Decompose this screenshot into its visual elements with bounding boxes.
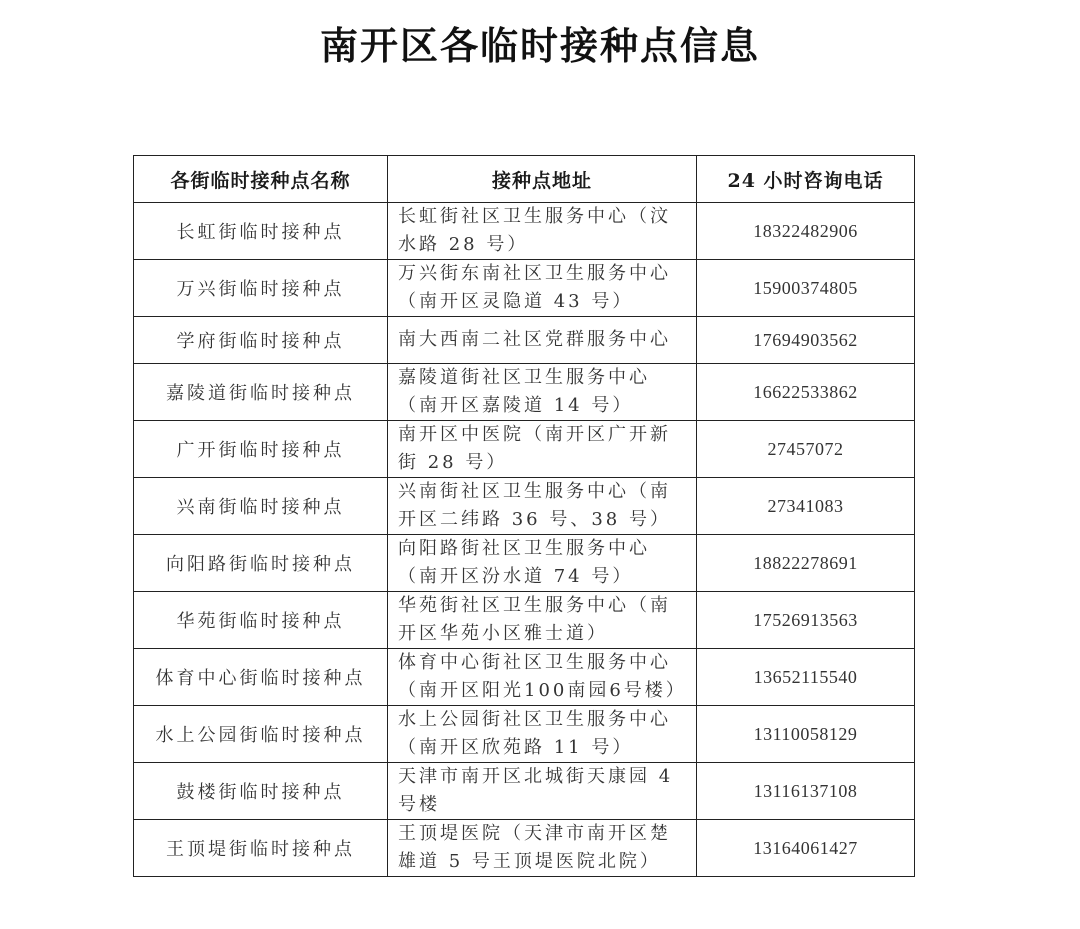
table-row [134, 421, 915, 478]
site-name: 学府街临时接种点 [134, 317, 388, 364]
table-row [134, 706, 915, 763]
site-phone: 13652115540 [697, 649, 915, 706]
site-address: 王顶堤医院（天津市南开区楚雄道 5 号王顶堤医院北院） [388, 820, 697, 877]
table-row [134, 649, 915, 706]
site-phone: 13116137108 [697, 763, 915, 820]
site-address: 华苑街社区卫生服务中心（南开区华苑小区雅士道） [388, 592, 697, 649]
site-phone: 27457072 [697, 421, 915, 478]
site-phone: 13110058129 [697, 706, 915, 763]
site-name: 万兴街临时接种点 [134, 260, 388, 317]
site-name: 王顶堤街临时接种点 [134, 820, 388, 877]
vaccination-sites-table [133, 155, 915, 877]
site-name: 广开街临时接种点 [134, 421, 388, 478]
site-phone: 27341083 [697, 478, 915, 535]
header-site-address: 接种点地址 [388, 156, 697, 203]
site-address: 向阳路街社区卫生服务中心（南开区汾水道 74 号） [388, 535, 697, 592]
header-site-name: 各街临时接种点名称 [134, 156, 388, 203]
site-phone: 17526913563 [697, 592, 915, 649]
site-address: 南大西南二社区党群服务中心 [388, 317, 697, 364]
site-name: 长虹街临时接种点 [134, 203, 388, 260]
header-hotline: 24 小时咨询电话 [697, 156, 915, 203]
site-address: 万兴街东南社区卫生服务中心（南开区灵隐道 43 号） [388, 260, 697, 317]
table-header-row [134, 156, 915, 203]
site-address: 天津市南开区北城街天康园 4 号楼 [388, 763, 697, 820]
table-row [134, 478, 915, 535]
site-address: 兴南街社区卫生服务中心（南开区二纬路 36 号、38 号） [388, 478, 697, 535]
table-row [134, 317, 915, 364]
site-name: 向阳路街临时接种点 [134, 535, 388, 592]
table-row [134, 820, 915, 877]
site-name: 体育中心街临时接种点 [134, 649, 388, 706]
site-address: 体育中心街社区卫生服务中心（南开区阳光100南园6号楼） [388, 649, 697, 706]
table-row [134, 535, 915, 592]
site-name: 兴南街临时接种点 [134, 478, 388, 535]
site-address: 水上公园街社区卫生服务中心（南开区欣苑路 11 号） [388, 706, 697, 763]
site-address: 南开区中医院（南开区广开新街 28 号） [388, 421, 697, 478]
page-title: 南开区各临时接种点信息 [319, 23, 760, 68]
site-address: 嘉陵道街社区卫生服务中心（南开区嘉陵道 14 号） [388, 364, 697, 421]
table-row [134, 763, 915, 820]
site-name: 鼓楼街临时接种点 [134, 763, 388, 820]
table-row [134, 592, 915, 649]
table-row [134, 260, 915, 317]
site-phone: 13164061427 [697, 820, 915, 877]
site-phone: 18822278691 [697, 535, 915, 592]
site-name: 华苑街临时接种点 [134, 592, 388, 649]
table-row [134, 203, 915, 260]
site-phone: 17694903562 [697, 317, 915, 364]
table-row [134, 364, 915, 421]
site-name: 水上公园街临时接种点 [134, 706, 388, 763]
site-phone: 15900374805 [697, 260, 915, 317]
site-phone: 16622533862 [697, 364, 915, 421]
site-address: 长虹街社区卫生服务中心（汶水路 28 号） [388, 203, 697, 260]
site-phone: 18322482906 [697, 203, 915, 260]
site-name: 嘉陵道街临时接种点 [134, 364, 388, 421]
